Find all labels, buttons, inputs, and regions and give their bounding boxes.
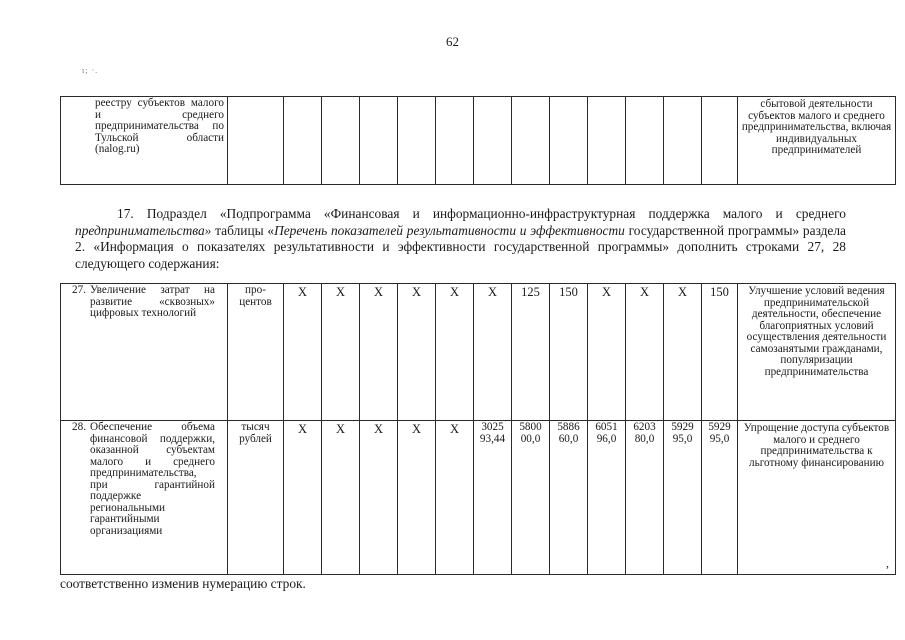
table-row [61,421,896,575]
paragraph-text-1: 17. Подраздел «Подпрограмма «Финансовая и информационно-инфраструктурная поддержка малого и среднего [117,206,846,221]
indicator-name: Обеспечение объема финансовой поддержки, оказанной субъектам малого и среднего предпринимательства, при гарантийной поддержке региональными гарантийными организациями [90,421,215,537]
unit-cell: тысяч рублей [228,421,284,575]
prev-description: сбытовой деятельности субъектов малого и среднего предпринимательства, включая индивидуальных предпринимателей [738,97,896,185]
value-cell: X [322,284,360,421]
value-cell: 5800 00,0 [512,421,550,575]
value-cell: X [588,284,626,421]
value-cell: 3025 93,44 [474,421,512,575]
value-cell: X [360,421,398,575]
indicator-cell [61,284,228,421]
value-cell: X [436,421,474,575]
value-cell: X [398,421,436,575]
amendment-paragraph [75,206,846,272]
paragraph-text-3: таблицы « [211,222,275,238]
value-cell: 125 [512,284,550,421]
unit-cell: про- центов [228,284,284,421]
row-number: 27. [72,284,86,296]
closing-text: соответственно изменив нумерацию строк. [60,576,306,591]
indicator-cell [61,421,228,575]
page-number: 62 [446,34,459,49]
value-cell: X [664,284,702,421]
value-cell: X [322,421,360,575]
value-cell: 5886 60,0 [550,421,588,575]
value-cell: X [284,421,322,575]
value-cell: X [436,284,474,421]
margin-mark: ı; ·. [82,66,99,75]
value-cell: 6051 96,0 [588,421,626,575]
value-cell: X [626,284,664,421]
row-number: 28. [72,421,86,433]
value-cell: X [284,284,322,421]
value-cell: X [360,284,398,421]
paragraph-text-2: предпринимательства» [75,222,212,238]
value-cell: 150 [702,284,738,421]
table-row [61,284,896,421]
value-cell: 5929 95,0 [664,421,702,575]
previous-table-fragment [60,96,896,185]
indicator-name: Увеличение затрат на развитие «сквозных» цифровых технологий [90,284,215,319]
description-cell: Улучшение условий ведения предпринимательской деятельности, обеспечение благоприятных условий осуществления деятельности самозанятыми гражданами, популяризации предпринимательства [738,284,896,421]
value-cell: X [474,284,512,421]
value-cell: 150 [550,284,588,421]
trailing-comma: , [886,556,889,570]
indicators-table [60,283,896,575]
paragraph-text-4: Перечень показателей результативности и эффективности [274,222,625,238]
paragraph-text-5: государственной программы» раздела 2. «Информация о показателях результативности и эффективности государственной программы» дополнить строками 27, 28 следующего содержания: [75,222,846,271]
value-cell: 5929 95,0 [702,421,738,575]
description-cell: Упрощение доступа субъектов малого и среднего предпринимательства к льготному финансированию [738,421,896,575]
value-cell: X [398,284,436,421]
prev-indicator-name: реестру субъектов малого и среднего предпринимательства по Тульской области (nalog.ru) [61,97,228,185]
value-cell: 6203 80,0 [626,421,664,575]
